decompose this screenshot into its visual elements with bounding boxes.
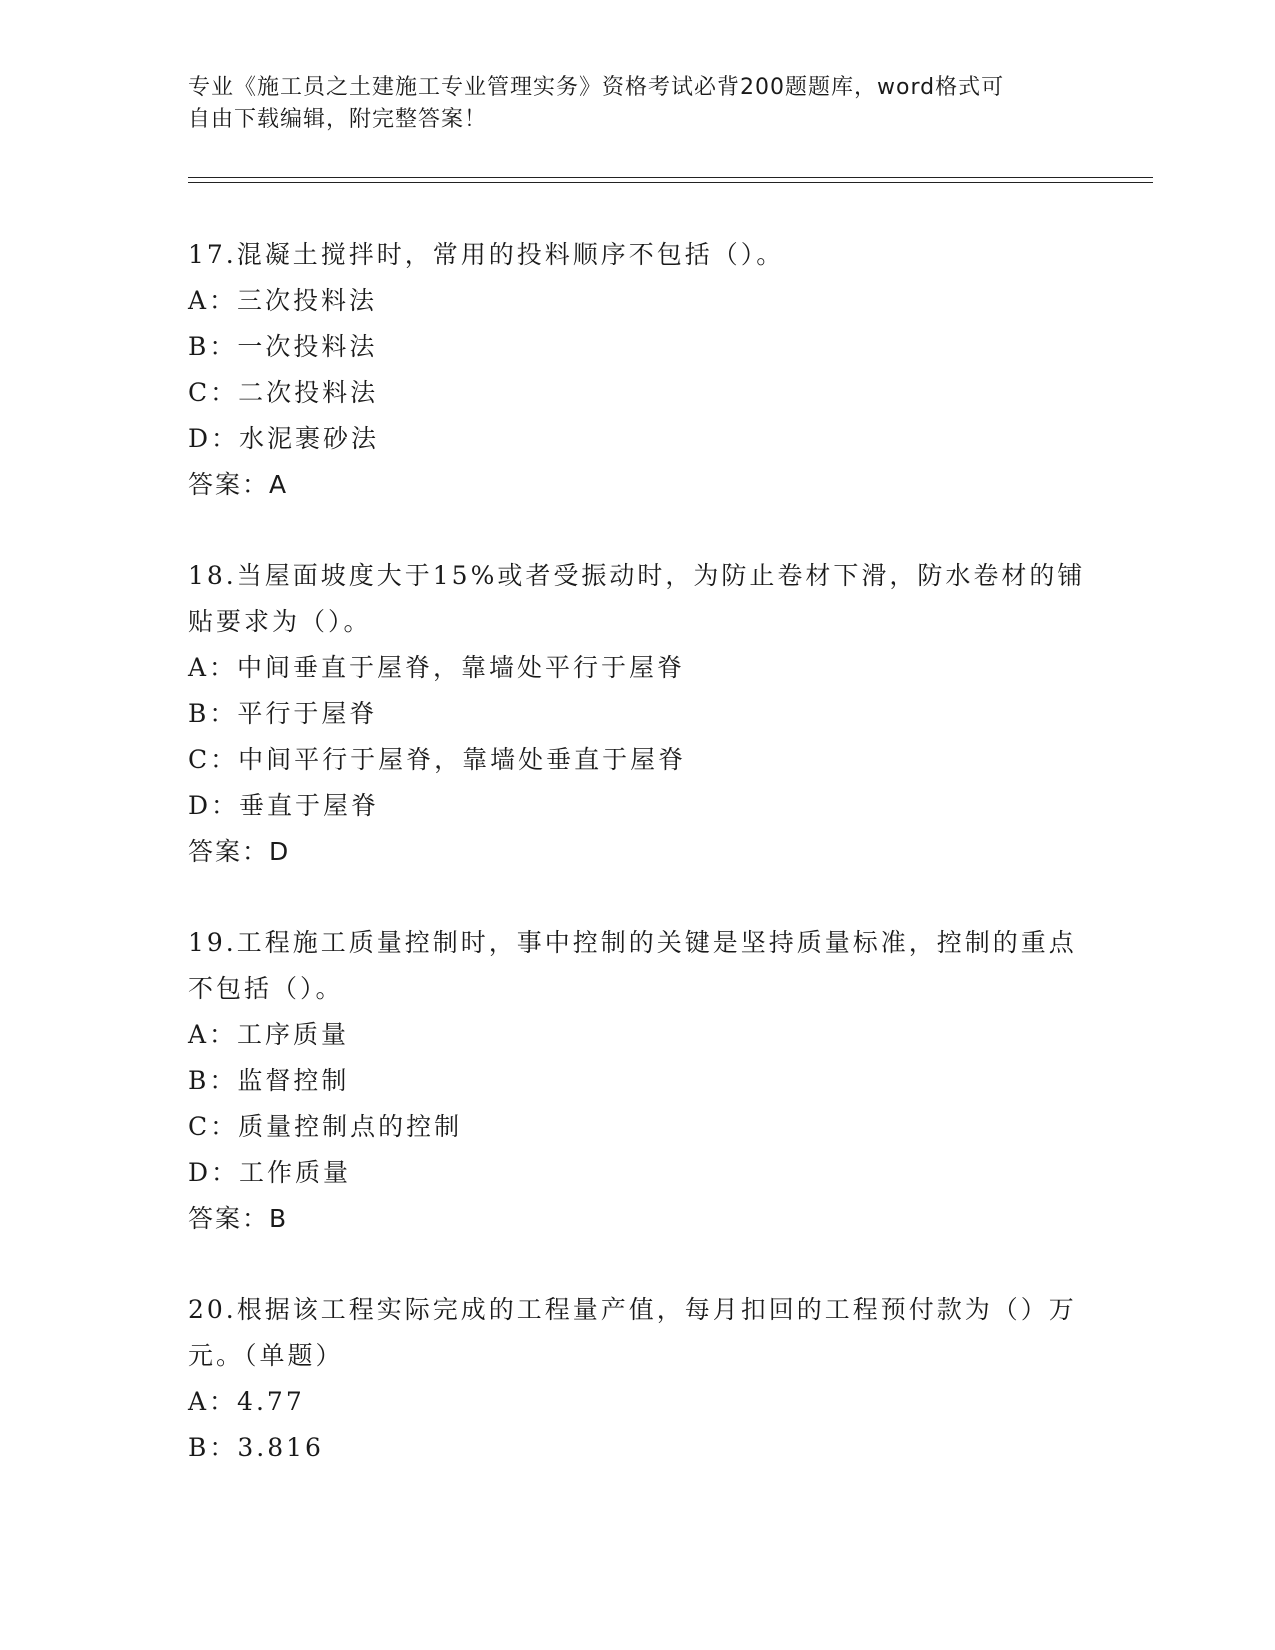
option-d: D：工作质量 — [188, 1158, 352, 1187]
option-c: C：二次投料法 — [188, 378, 379, 407]
header-title-line-1: 专业《施工员之土建施工专业管理实务》资格考试必背200题题库，word格式可 — [188, 75, 1005, 100]
header-divider-top — [188, 177, 1153, 178]
answer-label: 答案：A — [188, 470, 289, 499]
option-c: C：中间平行于屋脊，靠墙处垂直于屋脊 — [188, 745, 687, 774]
question-list — [188, 232, 1088, 1516]
option-a: A：工序质量 — [188, 1020, 350, 1049]
option-b: B：平行于屋脊 — [188, 699, 378, 728]
option-b: B：一次投料法 — [188, 332, 378, 361]
header-title-line-2: 自由下载编辑，附完整答案！ — [188, 107, 488, 132]
question-19 — [188, 920, 1088, 1242]
option-a: A：三次投料法 — [188, 286, 378, 315]
answer-label: 答案：D — [188, 837, 291, 866]
option-c: C：质量控制点的控制 — [188, 1112, 463, 1141]
question-stem: 20.根据该工程实际完成的工程量产值，每月扣回的工程预付款为（）万元。（单题） — [188, 1295, 1077, 1370]
question-stem: 19.工程施工质量控制时，事中控制的关键是坚持质量标准，控制的重点不包括（）。 — [188, 928, 1077, 1003]
question-stem: 18.当屋面坡度大于15%或者受振动时，为防止卷材下滑，防水卷材的铺贴要求为（）。 — [188, 561, 1086, 636]
document-header — [188, 72, 1088, 136]
question-17 — [188, 232, 1088, 508]
option-b: B：监督控制 — [188, 1066, 350, 1095]
option-a: A：4.77 — [188, 1387, 305, 1416]
question-stem: 17.混凝土搅拌时，常用的投料顺序不包括（）。 — [188, 240, 785, 269]
header-divider-bottom — [188, 182, 1153, 183]
option-a: A：中间垂直于屋脊，靠墙处平行于屋脊 — [188, 653, 686, 682]
option-b: B：3.816 — [188, 1433, 324, 1462]
option-d: D：垂直于屋脊 — [188, 791, 380, 820]
answer-label: 答案：B — [188, 1204, 289, 1233]
option-d: D：水泥裹砂法 — [188, 424, 380, 453]
question-20 — [188, 1287, 1088, 1471]
question-18 — [188, 553, 1088, 875]
